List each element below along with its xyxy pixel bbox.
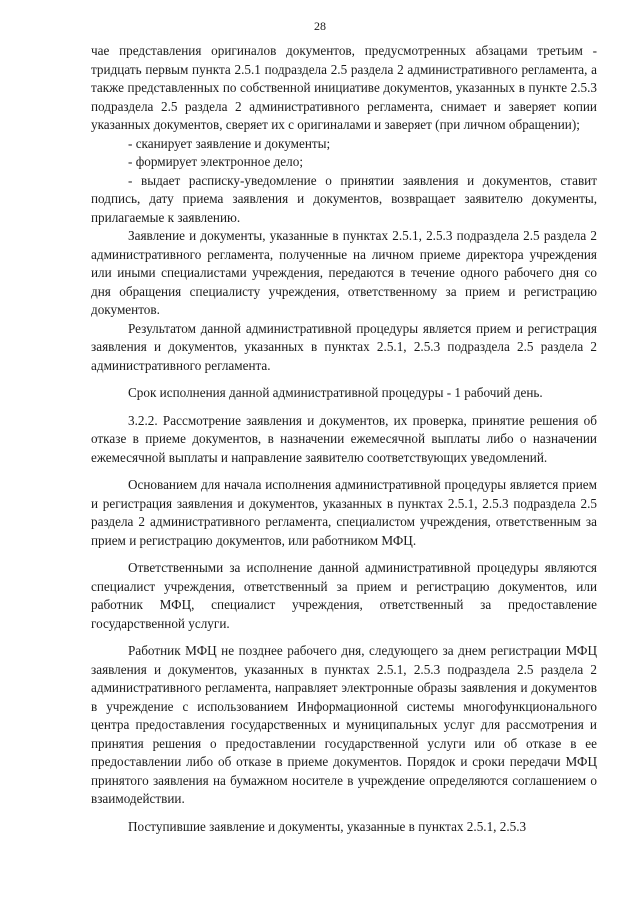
document-body — [91, 42, 597, 836]
paragraph-continuation: чае представления оригиналов документов, предусмотренных абзацами третьим - тридцать первым пункта 2.5.1 подраздела 2.5 раздела 2 административного регламента, а также представленных по собственной инициативе документов, указанных в пункте 2.5.3 подраздела 2.5 раздела 2 административного регламента, снимает и заверяет копии указанных документов, сверяет их с оригиналами и заверяет (при личном обращении); — [91, 43, 597, 132]
paragraph-documents-transfer: Заявление и документы, указанные в пунктах 2.5.1, 2.5.3 подраздела 2.5 раздела 2 административного регламента, полученные на личном приеме директора учреждения или иными специалистами учреждения, передаются в течение одного рабочего дня со дня обращения специалисту учреждения, ответственному за прием и регистрацию документов. — [91, 228, 597, 317]
paragraph-mfc-worker: Работник МФЦ не позднее рабочего дня, следующего за днем регистрации МФЦ заявления и документов, указанных в пунктах 2.5.1, 2.5.3 подраздела 2.5 раздела 2 административного регламента, направляет электронные образы заявления и документов в учреждение с использованием Информационной системы многофункционального центра предоставления государственных и муниципальных услуг для рассмотрения и принятия решения о предоставлении государственной услуги или об отказе в ее предоставлении либо об отказе в приеме документов. Порядок и сроки передачи МФЦ принятого заявления на бумажном носителе в учреждение определяются соглашением о взаимодействии. — [91, 643, 597, 806]
list-item-electronic-file: - формирует электронное дело; — [128, 154, 303, 169]
list-item-receipt: - выдает расписку-уведомление о принятии заявления и документов, ставит подпись, дату приема заявления и документов, возвращает заявителю документы, прилагаемые к заявлению. — [91, 172, 597, 225]
paragraph-received-documents: Поступившие заявление и документы, указанные в пунктах 2.5.1, 2.5.3 — [128, 818, 527, 834]
paragraph-procedure-result: Результатом данной административной процедуры является прием и регистрация заявления и документов, указанных в пунктах 2.5.1, 2.5.3 подраздела 2.5 раздела 2 административного регламента. — [91, 320, 597, 373]
paragraph-procedure-term: Срок исполнения данной административной процедуры - 1 рабочий день. — [128, 385, 543, 400]
page-number: 28 — [314, 19, 326, 33]
paragraph-responsible-persons: Ответственными за исполнение данной административной процедуры являются специалист учреждения, ответственный за прием и регистрацию документов, или работник МФЦ, специалист учреждения, ответственный за предоставление государственной услуги. — [91, 560, 597, 631]
list-item-scan: - сканирует заявление и документы; — [128, 135, 331, 151]
paragraph-procedure-basis: Основанием для начала исполнения административной процедуры является прием и регистрация заявления и документов, указанных в пунктах 2.5.1, 2.5.3 подраздела 2.5 раздела 2 административного регламента, специалистом учреждения, ответственным за прием и регистрацию документов, или работником МФЦ. — [91, 477, 597, 548]
section-heading-3-2-2: 3.2.2. Рассмотрение заявления и документов, их проверка, принятие решения об отказе в приеме документов, в назначении ежемесячной выплаты либо о назначении ежемесячной выплаты и направление заявителю соответствующих уведомлений. — [91, 412, 597, 465]
